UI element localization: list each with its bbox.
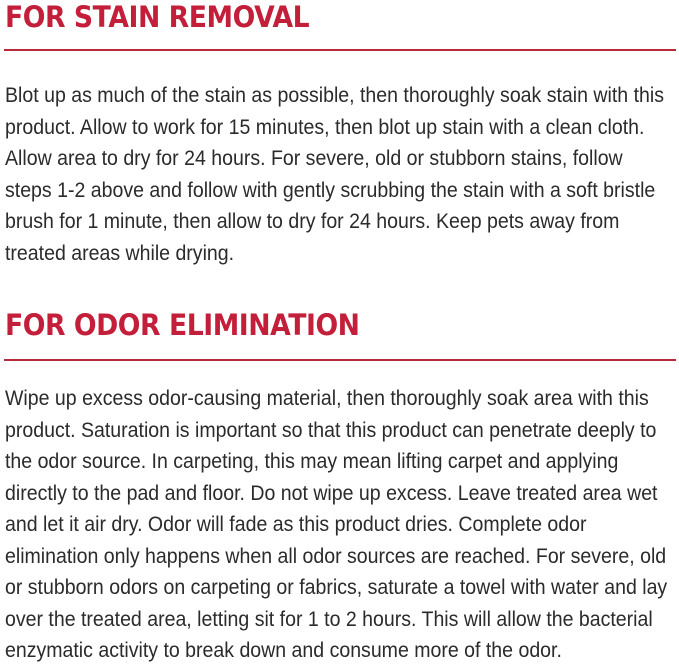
stain-removal-instructions: Blot up as much of the stain as possible, then thoroughly soak stain with this product. Allow to work for 15 minutes, then blot up stain with a clean cloth. Allow area to dry for 24 hours. For severe, old or stubborn stains, follow steps 1-2 above and follow with gently scrubbing the stain with a soft bristle brush for 1 minute, then allow to dry for 24 hours. Keep pets away from treated areas while drying.	[5, 84, 664, 265]
stain-removal-heading: FOR STAIN REMOVAL	[5, 0, 310, 34]
stain-removal-divider	[4, 49, 676, 51]
odor-elimination-heading: FOR ODOR ELIMINATION	[5, 308, 360, 342]
odor-elimination-divider	[4, 359, 676, 361]
odor-elimination-instructions: Wipe up excess odor-causing material, then thoroughly soak area with this product. Saturation is important so that this product can penetrate deeply to the odor source. In carpeting, this may mean lifting carpet and applying directly to the pad and floor. Do not wipe up excess. Leave treated area wet and let it air dry. Odor will fade as this product dries. Complete odor elimination only happens when all odor sources are reached. For severe, old or stubborn odors on carpeting or fabrics, saturate a towel with water and lay over the treated area, letting sit for 1 to 2 hours. This will allow the bacterial enzymatic activity to break down and consume more of the odor.	[5, 387, 668, 662]
